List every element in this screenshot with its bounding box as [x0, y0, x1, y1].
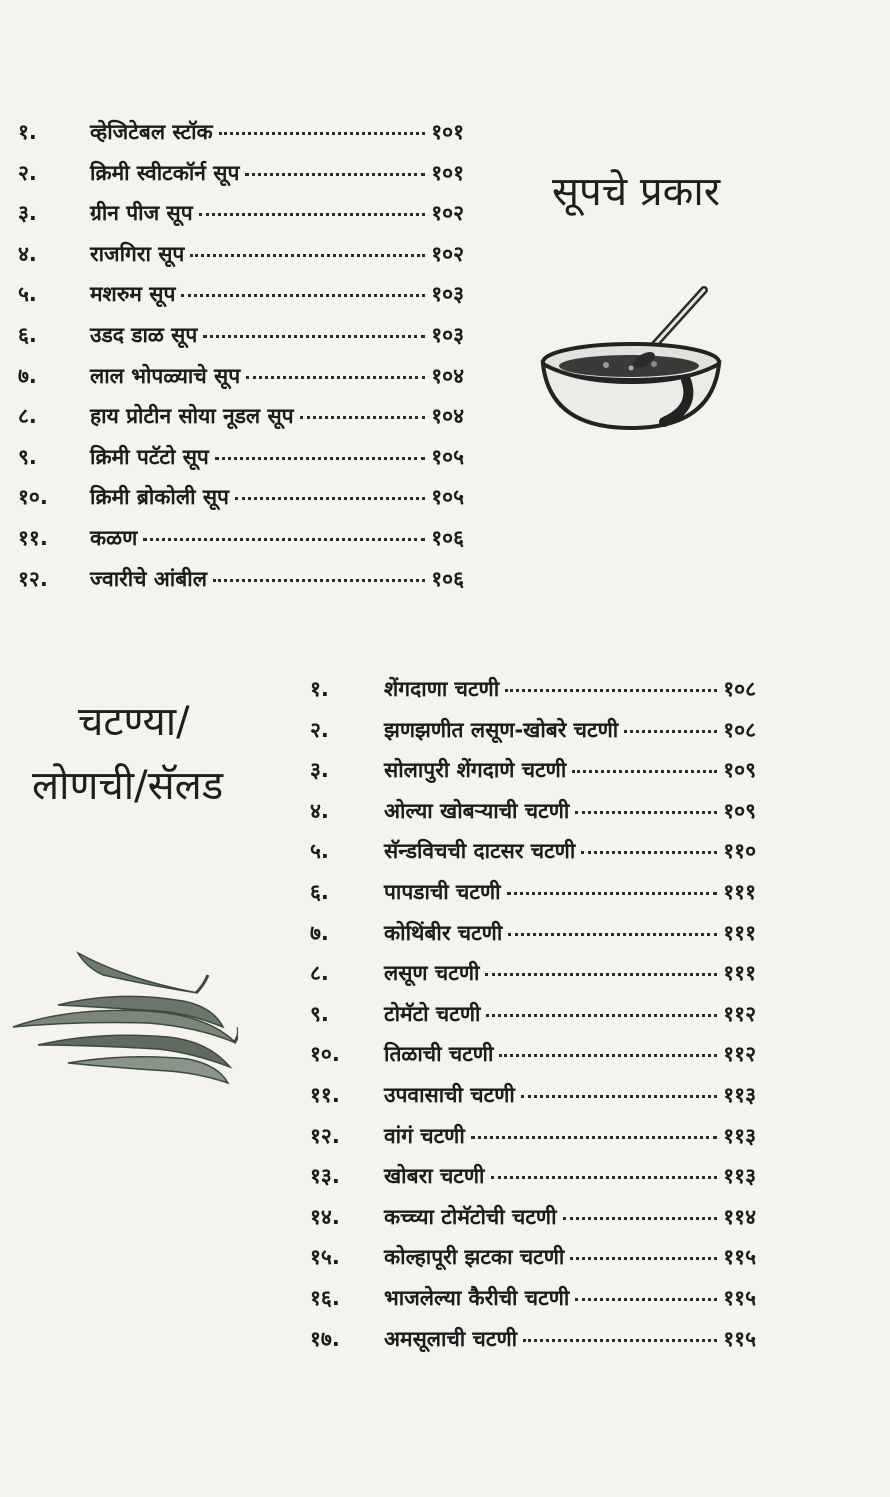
item-title: उपवासाची चटणी: [384, 1083, 515, 1107]
item-page-number: १०८: [723, 677, 756, 701]
item-number: ७.: [310, 920, 329, 945]
item-page-number: १०२: [431, 201, 464, 226]
item-number: २.: [18, 160, 37, 185]
item-title: ग्रीन पीज सूप: [90, 201, 193, 226]
item-title: पापडाची चटणी: [384, 880, 501, 904]
item-page-number: १०१: [431, 160, 464, 185]
item-entry: [90, 280, 464, 308]
item-title: तिळाची चटणी: [384, 1042, 494, 1067]
dot-leader: [181, 293, 425, 297]
item-entry: [90, 565, 464, 593]
item-number: ६.: [310, 880, 329, 904]
item-entry: [384, 878, 756, 906]
item-entry: [90, 199, 464, 227]
list-item: [18, 156, 468, 190]
list-item: [310, 1037, 760, 1071]
list-item: [18, 562, 468, 596]
item-title: अमसूलाची चटणी: [384, 1326, 518, 1351]
item-entry: [90, 159, 464, 187]
dot-leader: [246, 375, 425, 379]
item-page-number: ११५: [723, 1326, 756, 1351]
list-item: [18, 359, 468, 393]
item-title: हाय प्रोटीन सोया नूडल सूप: [90, 404, 294, 429]
list-item: [310, 753, 760, 787]
item-title: कोल्हापूरी झटका चटणी: [384, 1245, 565, 1270]
list-item: [310, 1078, 760, 1112]
list-item: [310, 1240, 760, 1274]
item-number: १६.: [310, 1286, 340, 1310]
item-number: ६.: [18, 323, 37, 347]
item-number: ११.: [18, 526, 48, 550]
list-item: [310, 1119, 760, 1153]
item-title: लाल भोपळ्याचे सूप: [90, 363, 241, 388]
item-number: ११.: [310, 1083, 340, 1107]
chutney-section-heading-line1: चटण्या/: [78, 699, 190, 745]
dot-leader: [300, 415, 426, 419]
item-title: टोमॅटो चटणी: [384, 1001, 481, 1026]
dot-leader: [570, 1256, 717, 1260]
item-title: कळण: [90, 526, 138, 550]
list-item: [18, 521, 468, 555]
item-title: क्रिमी पटॅटो सूप: [90, 444, 209, 469]
item-title: झणझणीत लसूण-खोबरे चटणी: [384, 717, 619, 742]
item-entry: [384, 1081, 756, 1109]
item-number: १४.: [310, 1204, 340, 1229]
list-item: [18, 399, 468, 433]
item-entry: [90, 362, 464, 390]
item-page-number: १०५: [431, 444, 464, 469]
chutney-section-heading-line2: लोणची/सॅलड: [32, 763, 224, 809]
dot-leader: [215, 456, 425, 460]
list-item: [18, 115, 468, 149]
item-title: व्हेजिटेबल स्टॉक: [90, 120, 213, 144]
item-number: ८.: [310, 961, 329, 986]
item-title: सोलापुरी शेंगदाणे चटणी: [384, 758, 567, 783]
list-item: [310, 713, 760, 747]
dot-leader: [499, 1053, 717, 1057]
item-page-number: १०३: [431, 323, 464, 347]
item-page-number: ११५: [723, 1286, 756, 1310]
item-entry: [384, 675, 756, 703]
item-entry: [384, 797, 756, 825]
item-title: ज्वारीचे आंबील: [90, 566, 207, 591]
item-title: वांगं चटणी: [384, 1123, 465, 1148]
item-title: राजगिरा सूप: [90, 241, 185, 266]
list-item: [18, 237, 468, 271]
list-item: [310, 1322, 760, 1356]
dot-leader: [245, 172, 425, 176]
item-number: ९.: [18, 444, 37, 469]
item-page-number: ११२: [723, 1001, 756, 1026]
item-number: १७.: [310, 1326, 340, 1351]
item-page-number: ११०: [723, 839, 756, 864]
item-page-number: १०५: [431, 485, 464, 510]
dot-leader: [572, 769, 717, 773]
list-item: [18, 440, 468, 474]
dot-leader: [199, 212, 426, 216]
item-page-number: १०८: [723, 717, 756, 742]
item-title: उडद डाळ सूप: [90, 323, 198, 347]
item-title: क्रिमी स्वीटकॉर्न सूप: [90, 160, 240, 185]
item-title: मशरुम सूप: [90, 282, 176, 307]
dot-leader: [507, 891, 718, 895]
item-title: खोबरा चटणी: [384, 1164, 485, 1189]
dot-leader: [581, 850, 717, 854]
item-entry: [384, 1203, 756, 1231]
item-number: १३.: [310, 1164, 340, 1189]
dot-leader: [486, 1013, 717, 1017]
list-item: [310, 1159, 760, 1193]
item-title: शेंगदाणा चटणी: [384, 677, 500, 701]
item-number: ४.: [310, 798, 329, 823]
item-number: १.: [310, 677, 329, 701]
item-page-number: ११३: [723, 1164, 756, 1189]
item-title: कच्च्या टोमॅटोची चटणी: [384, 1204, 557, 1229]
list-item: [310, 672, 760, 706]
item-number: ३.: [310, 758, 329, 783]
soup-contents-list: [18, 115, 468, 605]
item-page-number: १०१: [431, 120, 464, 144]
item-page-number: ११२: [723, 1042, 756, 1067]
list-item: [310, 916, 760, 950]
list-item: [310, 834, 760, 868]
list-item: [310, 997, 760, 1031]
item-number: ७.: [18, 363, 37, 388]
item-entry: [90, 118, 464, 146]
dot-leader: [523, 1338, 717, 1342]
item-page-number: १११: [723, 920, 756, 945]
list-item: [310, 1200, 760, 1234]
item-number: २.: [310, 717, 329, 742]
item-number: ३.: [18, 201, 37, 226]
item-page-number: १०४: [431, 363, 464, 388]
list-item: [18, 277, 468, 311]
item-entry: [90, 321, 464, 349]
dot-leader: [563, 1216, 718, 1220]
item-number: ९.: [310, 1001, 329, 1026]
list-item: [310, 875, 760, 909]
item-page-number: ११३: [723, 1083, 756, 1107]
item-page-number: १०४: [431, 404, 464, 429]
dot-leader: [143, 537, 425, 541]
item-entry: [90, 443, 464, 471]
item-number: ५.: [18, 282, 37, 307]
item-title: कोथिंबीर चटणी: [384, 920, 503, 945]
item-entry: [90, 402, 464, 430]
item-page-number: ११४: [723, 1204, 756, 1229]
dot-leader: [521, 1094, 717, 1098]
item-number: १२.: [18, 566, 48, 591]
item-page-number: १०६: [431, 526, 464, 550]
dot-leader: [508, 932, 717, 936]
item-entry: [384, 919, 756, 947]
item-entry: [384, 1325, 756, 1353]
list-item: [310, 794, 760, 828]
item-title: सॅन्डविचची दाटसर चटणी: [384, 839, 576, 864]
soup-section-heading: सूपचे प्रकार: [552, 169, 721, 215]
item-title: लसूण चटणी: [384, 961, 480, 986]
item-title: भाजलेल्या कैरीची चटणी: [384, 1286, 570, 1310]
item-entry: [384, 837, 756, 865]
item-page-number: १११: [723, 961, 756, 986]
item-page-number: ११५: [723, 1245, 756, 1270]
item-entry: [384, 959, 756, 987]
chutney-contents-list: [310, 672, 760, 1362]
item-page-number: १०६: [431, 566, 464, 591]
list-item: [18, 480, 468, 514]
item-entry: [90, 524, 464, 552]
item-entry: [90, 483, 464, 511]
dot-leader: [213, 578, 425, 582]
item-number: १०.: [310, 1042, 340, 1067]
list-item: [310, 1281, 760, 1315]
soup-bowl-icon: [536, 280, 726, 440]
dot-leader: [575, 810, 717, 814]
item-number: १२.: [310, 1123, 340, 1148]
item-page-number: १११: [723, 880, 756, 904]
item-number: ४.: [18, 241, 37, 266]
dot-leader: [219, 131, 426, 135]
item-title: क्रिमी ब्रोकोली सूप: [90, 485, 229, 510]
dot-leader: [575, 1297, 717, 1301]
list-item: [18, 318, 468, 352]
item-entry: [384, 1000, 756, 1028]
dot-leader: [235, 496, 425, 500]
item-title: ओल्या खोबऱ्याची चटणी: [384, 798, 570, 823]
dot-leader: [203, 334, 425, 338]
item-number: १.: [18, 120, 37, 144]
item-number: ५.: [310, 839, 329, 864]
item-number: १०.: [18, 485, 48, 510]
dot-leader: [624, 729, 717, 733]
item-page-number: ११३: [723, 1123, 756, 1148]
green-chili-icon: [8, 935, 238, 1095]
list-item: [310, 956, 760, 990]
item-entry: [384, 716, 756, 744]
item-entry: [384, 1162, 756, 1190]
dot-leader: [471, 1135, 717, 1139]
item-page-number: १०२: [431, 241, 464, 266]
item-number: ८.: [18, 404, 37, 429]
item-page-number: १०९: [723, 798, 756, 823]
item-entry: [384, 1122, 756, 1150]
item-page-number: १०९: [723, 758, 756, 783]
dot-leader: [485, 972, 717, 976]
item-entry: [384, 1284, 756, 1312]
list-item: [18, 196, 468, 230]
dot-leader: [491, 1175, 718, 1179]
dot-leader: [505, 688, 717, 692]
dot-leader: [190, 253, 425, 257]
item-entry: [384, 756, 756, 784]
item-entry: [90, 240, 464, 268]
item-entry: [384, 1243, 756, 1271]
item-number: १५.: [310, 1245, 340, 1270]
item-entry: [384, 1040, 756, 1068]
item-page-number: १०३: [431, 282, 464, 307]
